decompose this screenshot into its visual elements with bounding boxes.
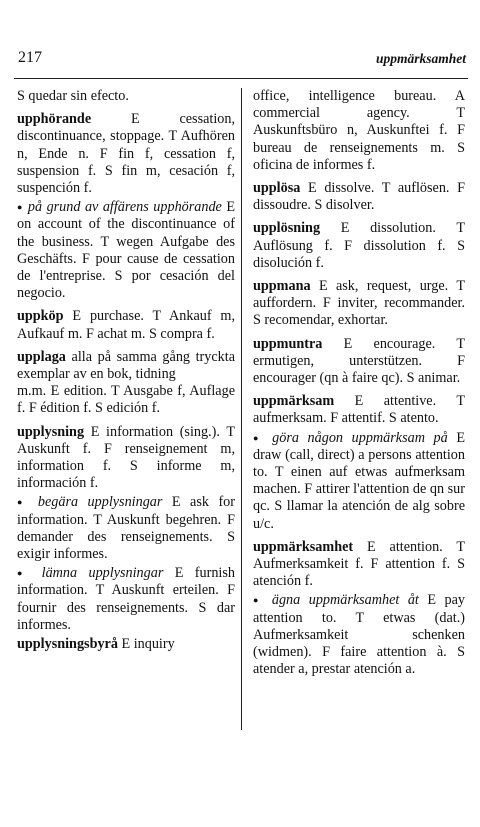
phrase: göra någon uppmärksam på <box>272 429 448 446</box>
phrase-definition: E furnish information. T Auskunft erteilen. F fournir des renseignements. S dar informes. <box>17 565 235 633</box>
bullet-icon: ● <box>17 497 29 508</box>
entry-uppmarksam <box>253 393 465 427</box>
definition: E dissolution. T Auflösung f. F dissolution f. S disolución f. <box>253 220 466 271</box>
right-column <box>253 88 465 681</box>
bullet-icon: ● <box>17 568 31 579</box>
bullet-icon: ● <box>253 595 264 606</box>
header-rule <box>14 78 468 79</box>
entry-upplosa <box>253 180 465 214</box>
headword: upplysningsbyrå <box>17 636 118 653</box>
phrase-entry <box>253 592 465 678</box>
definition: E information (sing.). T Auskunft f. F renseignement m, information f. S informe m, información f. <box>17 423 235 492</box>
definition: E encourage. T ermutigen, unterstützen. F encourager (qn à faire qc). S animar. <box>253 335 465 387</box>
phrase-entry <box>17 199 235 302</box>
entry-upphorande <box>17 111 235 197</box>
phrase-definition: E on account of the discontinuance of the business. T wegen Aufgabe des Geschäfts. F pour cause de cessation de l'entreprise. S por cesación del negocio. <box>17 199 236 302</box>
bullet-icon: ● <box>17 202 24 213</box>
phrase-definition: E pay attention to. T etwas (dat.) Aufmerksamkeit schenken (widmen). F faire attention à. S atender a, prestar atención a. <box>253 592 465 678</box>
headword: uppmärksamhet <box>253 538 354 555</box>
column-divider <box>241 88 242 730</box>
entry-uppmuntra <box>253 336 465 388</box>
entry-upplaga <box>17 349 235 418</box>
left-column <box>17 88 235 655</box>
definition: alla på samma gång tryckta exemplar av en bok, tidning <box>17 348 236 383</box>
headword: upplaga <box>17 348 66 365</box>
phrase: på grund av affärens upphörande <box>27 199 222 216</box>
phrase-entry <box>17 494 235 563</box>
phrase: ägna uppmärksamhet åt <box>271 592 419 609</box>
headword: upplösning <box>253 220 321 237</box>
phrase-definition: E ask for information. T Auskunft begehren. F demander des renseignements. S exigir informes. <box>17 494 235 563</box>
phrase: begära upplysningar <box>37 494 163 511</box>
headword: uppmärksam <box>253 393 335 410</box>
entry-uppmana <box>253 278 465 330</box>
headword: uppmuntra <box>253 335 323 352</box>
headword: upplösa <box>253 180 301 197</box>
continuation-text: office, intelligence bureau. A commercial agency. T Auskunftsbüro n, Auskunftei f. F bureau de renseignements m. S oficina de informes f. <box>253 88 465 173</box>
definition: E cessation, discontinuance, stoppage. T Aufhören n, Ende n. F fin f, cessation f, suspension f. S fin m, cesación f, suspención f. <box>17 111 235 197</box>
definition: E inquiry <box>121 636 175 653</box>
headword: uppköp <box>17 308 64 325</box>
phrase: lämna upplysningar <box>41 565 164 582</box>
entry-upplosning <box>253 220 465 272</box>
headword: upphörande <box>17 111 92 128</box>
phrase-entry <box>253 430 465 533</box>
entry-uppmarksamhet <box>253 539 465 591</box>
running-head: uppmärksamhet <box>375 51 466 66</box>
definition: E purchase. T Ankauf m, Aufkauf m. F achat m. S compra f. <box>17 308 236 342</box>
page-number: 217 <box>18 49 42 66</box>
phrase-entry <box>17 565 235 634</box>
entry-upplysningsbyra <box>17 636 235 653</box>
definition: E attentive. T aufmerksam. F attentif. S atento. <box>253 393 465 427</box>
definition: E attention. T Aufmerksamkeit f. F attention f. S atención f. <box>253 538 466 590</box>
headword: uppmana <box>253 278 311 295</box>
continuation-text: S quedar sin efecto. <box>17 88 129 104</box>
definition: E dissolve. T auflösen. F dissoudre. S disolver. <box>253 180 466 214</box>
definition-continued: m.m. E edition. T Ausgabe f, Auflage f. F édition f. S edición f. <box>17 383 235 417</box>
definition: E ask, request, urge. T auffordern. F inviter, recommander. S recomendar, exhortar. <box>253 278 465 329</box>
headword: upplysning <box>17 423 85 440</box>
entry-uppkop <box>17 308 235 342</box>
entry-upplysning <box>17 424 235 493</box>
bullet-icon: ● <box>253 432 264 443</box>
phrase-definition: E draw (call, direct) a persons attention to. T einen auf etwas aufmerksam machen. F attirer l'attention de qn sur qc. S llamar la atención de alg sobre u/c. <box>253 429 466 532</box>
